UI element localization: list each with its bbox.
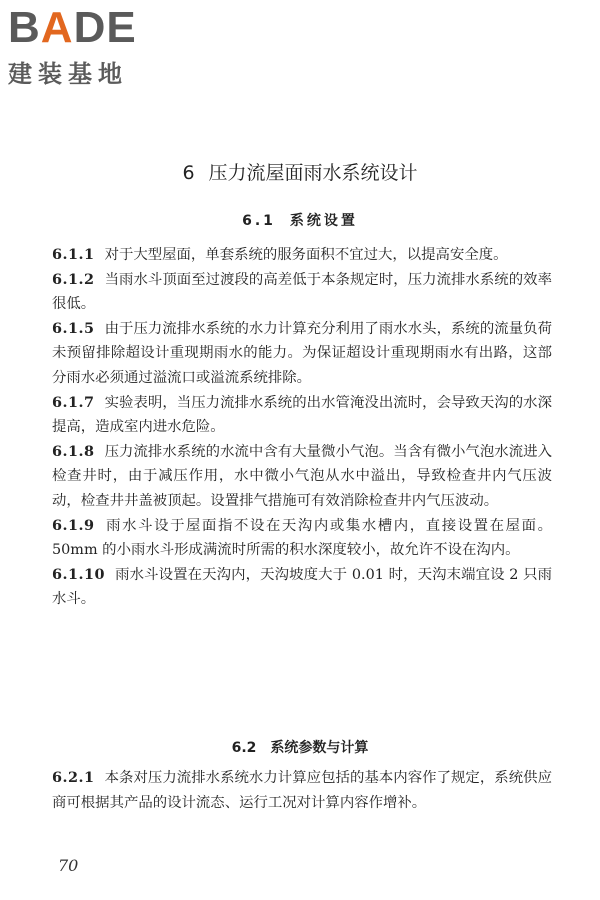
clause-text: 当雨水斗顶面至过渡段的高差低于本条规定时，压力流排水系统的效率很低。	[52, 271, 552, 313]
clause-paragraph	[52, 268, 552, 317]
clause-paragraph	[52, 440, 552, 514]
chapter-number: 6	[182, 162, 195, 184]
clause-text: 雨水斗设置在天沟内，天沟坡度大于 0.01 时，天沟末端宜设 2 只雨水斗。	[52, 566, 552, 608]
chapter-title	[0, 158, 600, 185]
clause-text: 压力流排水系统的水流中含有大量微小气泡。当含有微小气泡水流进入检查井时，由于减压作用，水中微小气泡从水中溢出，导致检查井内气压波动，检查井井盖被顶起。设置排气措施可有效消除检查井内气压波动。	[52, 443, 552, 509]
clause-number: 6.1.9	[52, 516, 95, 534]
clause-paragraph	[52, 317, 552, 391]
clause-number: 6.1.1	[52, 246, 95, 263]
clause-text: 由于压力流排水系统的水力计算充分利用了雨水水头，系统的流量负荷未预留排除超设计重现期雨水的能力。为保证超设计重现期雨水有出路，这部分雨水必须通过溢流口或溢流系统排除。	[52, 320, 552, 386]
clause-text: 本条对压力流排水系统水力计算应包括的基本内容作了规定，系统供应商可根据其产品的设计流态、运行工况对计算内容作增补。	[52, 770, 552, 811]
clause-number: 6.1.5	[52, 319, 95, 337]
clause-number: 6.1.8	[52, 442, 95, 460]
logo-wordmark	[8, 3, 137, 52]
section-heading	[0, 737, 600, 757]
clause-number: 6.1.2	[52, 270, 95, 288]
section-body	[52, 766, 552, 815]
section-number: 6.2	[231, 740, 257, 756]
clause-paragraph	[52, 514, 552, 563]
logo	[8, 3, 178, 89]
chapter-title-text: 压力流屋面雨水系统设计	[208, 162, 418, 184]
clause-paragraph	[52, 391, 552, 440]
logo-letter-a: A	[40, 3, 74, 52]
clause-text: 对于大型屋面，单套系统的服务面积不宜过大，以提高安全度。	[104, 247, 508, 263]
section-heading	[0, 210, 600, 230]
logo-subtitle: 建装基地	[8, 60, 128, 88]
section-body	[52, 243, 552, 612]
clause-number: 6.1.7	[52, 393, 95, 411]
logo-letter-b: B	[8, 3, 41, 52]
clause-text: 实验表明，当压力流排水系统的出水管淹没出流时，会导致天沟的水深提高，造成室内进水危险。	[52, 394, 552, 436]
section-title-text: 系统设置	[289, 213, 358, 229]
section-title-text: 系统参数与计算	[270, 740, 369, 756]
logo-letters-de: DE	[73, 3, 137, 52]
section-number: 6.1	[242, 213, 276, 229]
clause-paragraph	[52, 766, 552, 815]
clause-number: 6.2.1	[52, 769, 95, 786]
clause-paragraph	[52, 243, 552, 268]
clause-paragraph	[52, 563, 552, 612]
clause-text: 雨水斗设于屋面指不设在天沟内或集水槽内，直接设置在屋面。50mm 的小雨水斗形成满流时所需的积水深度较小，故允许不设在沟内。	[52, 517, 552, 559]
page-number: 70	[58, 856, 79, 875]
clause-number: 6.1.10	[52, 565, 106, 583]
